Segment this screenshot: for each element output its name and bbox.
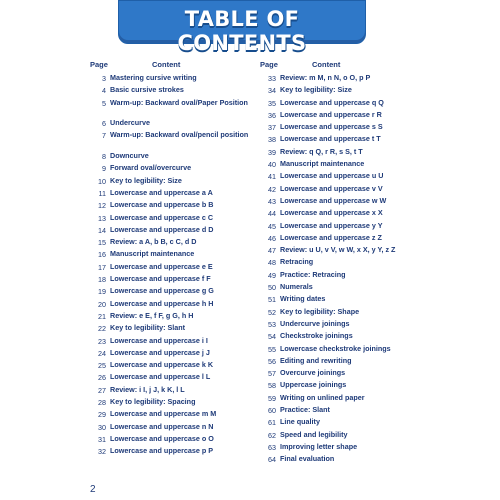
toc-entry-title: Key to legibility: Shape	[280, 306, 360, 316]
toc-entry-title: Writing dates	[280, 294, 326, 304]
toc-page-number: 33	[268, 74, 276, 83]
toc-entry-title: Lowercase and uppercase h H	[110, 298, 214, 308]
toc-page-number: 15	[98, 238, 106, 248]
toc-page-number: 11	[98, 188, 106, 198]
toc-page-number: 21	[98, 311, 106, 321]
toc-page-number: 16	[98, 250, 106, 260]
toc-entry-title: Key to legibility: Size	[280, 85, 352, 95]
toc-page-number: 19	[98, 287, 106, 297]
header-content-label: Content	[312, 60, 341, 69]
toc-page-number: 55	[268, 344, 276, 354]
toc-page-number: 58	[268, 381, 276, 391]
column-header-left	[90, 60, 286, 74]
toc-entry-title: Key to legibility: Slant	[110, 323, 186, 333]
toc-entry-title: Lowercase and uppercase b B	[110, 200, 214, 210]
toc-page-number: 23	[98, 336, 106, 346]
toc-page-number: 45	[268, 221, 276, 231]
toc-page-number: 7	[102, 131, 106, 141]
toc-entry-title: Lowercase and uppercase e E	[110, 261, 213, 271]
toc-entry-title: Undercurve	[110, 118, 150, 128]
toc-entry-title: Manuscript maintenance	[110, 249, 195, 259]
page-title: TABLE OF CONTENTS	[177, 7, 307, 55]
toc-page-number: 44	[268, 209, 276, 219]
toc-entry-title: Forward oval/overcurve	[110, 163, 192, 173]
header-content-label: Content	[152, 60, 181, 69]
toc-page-number: 34	[268, 86, 276, 96]
toc-page-number: 8	[102, 152, 106, 162]
toc-page-number: 13	[98, 213, 106, 223]
toc-entry-title: Mastering cursive writing	[110, 73, 197, 82]
toc-page-number: 17	[98, 262, 106, 272]
toc-entry-title: Numerals	[280, 282, 313, 292]
toc-entry	[260, 135, 456, 147]
toc-entry	[90, 201, 286, 213]
toc-entry-title: Review: q Q, r R, s S, t T	[280, 146, 363, 156]
toc-entry-title: Review: m M, n N, o O, p P	[280, 73, 371, 82]
header-page-label: Page	[90, 60, 108, 69]
page-number: 2	[90, 484, 96, 495]
toc-page-number: 10	[98, 176, 106, 186]
toc-entry	[260, 209, 456, 221]
toc-entry-title: Key to legibility: Spacing	[110, 397, 196, 407]
toc-entry	[90, 410, 286, 422]
toc-page-number: 57	[268, 369, 276, 379]
toc-page-number: 64	[268, 455, 276, 465]
toc-entry	[260, 86, 456, 98]
column-header-right	[260, 60, 456, 74]
toc-entry	[90, 337, 286, 349]
toc-page-number: 54	[268, 332, 276, 342]
toc-page-number: 60	[268, 406, 276, 416]
toc-page-number: 12	[98, 201, 106, 211]
toc-entry-title: Practice: Slant	[280, 405, 330, 415]
toc-entry-title: Undercurve joinings	[280, 318, 350, 328]
toc-entry-title: Lowercase and uppercase p P	[110, 446, 214, 456]
toc-page-number: 36	[268, 110, 276, 120]
toc-list-left	[90, 74, 286, 460]
toc-page-number: 25	[98, 361, 106, 371]
toc-entry-title: Checkstroke joinings	[280, 331, 353, 341]
toc-entry	[90, 250, 286, 262]
toc-entry-title: Lowercase and uppercase g G	[110, 286, 214, 296]
toc-page-number: 4	[102, 86, 106, 96]
toc-page-number: 9	[102, 164, 106, 174]
toc-entry-title: Lowercase and uppercase x X	[280, 208, 383, 218]
toc-entry-title: Lowercase and uppercase u U	[280, 171, 384, 181]
toc-page-number: 30	[98, 422, 106, 432]
toc-page-number: 6	[102, 119, 106, 129]
toc-page-number: 31	[98, 434, 106, 444]
toc-page-number: 56	[268, 356, 276, 366]
toc-entry-title: Lowercase and uppercase f F	[110, 274, 211, 284]
toc-entry-title: Lowercase and uppercase i I	[110, 335, 208, 345]
toc-entry	[90, 373, 286, 385]
toc-entry-title: Lowercase and uppercase n N	[110, 421, 214, 431]
toc-entry	[260, 222, 456, 234]
toc-page-number: 14	[98, 225, 106, 235]
toc-entry-title: Review: e E, f F, g G, h H	[110, 310, 194, 320]
toc-entry	[90, 86, 286, 98]
toc-entry-title: Lowercase and uppercase j J	[110, 347, 210, 357]
toc-page-number: 35	[268, 98, 276, 108]
toc-entry-title: Improving letter shape	[280, 441, 358, 451]
toc-page-number: 46	[268, 233, 276, 243]
toc-page-number: 50	[268, 283, 276, 293]
toc-entry-title: Lowercase and uppercase s S	[280, 122, 383, 132]
toc-entry-title: Practice: Retracing	[280, 269, 346, 279]
toc-entry-title: Lowercase and uppercase w W	[280, 195, 387, 205]
toc-entry-title: Lowercase checkstroke joinings	[280, 343, 391, 353]
toc-page-number: 43	[268, 196, 276, 206]
toc-entry-title: Review: u U, v V, w W, x X, y Y, z Z	[280, 245, 396, 255]
toc-page-number: 38	[268, 135, 276, 145]
toc-entry-title: Warm-up: Backward oval/pencil position	[110, 130, 249, 140]
toc-entry-title: Lowercase and uppercase z Z	[280, 232, 382, 242]
title-banner	[118, 0, 366, 55]
toc-page-number: 24	[98, 348, 106, 358]
toc-entry	[260, 295, 456, 307]
toc-entry-title: Downcurve	[110, 151, 149, 161]
toc-entry-title: Key to legibility: Size	[110, 175, 182, 185]
toc-entry-title: Warm-up: Backward oval/Paper Position	[110, 97, 248, 107]
toc-page-number: 29	[98, 410, 106, 420]
toc-page-number: 52	[268, 307, 276, 317]
toc-page-number: 47	[268, 246, 276, 256]
toc-column-left	[90, 60, 286, 460]
toc-entry	[90, 131, 286, 152]
toc-page-number: 48	[268, 258, 276, 268]
toc-entry	[260, 455, 456, 467]
toc-entry	[260, 332, 456, 344]
toc-entry-title: Lowercase and uppercase l L	[110, 372, 211, 382]
toc-entry	[260, 418, 456, 430]
toc-page-number: 28	[98, 398, 106, 408]
toc-list-right	[260, 74, 456, 468]
toc-page-number: 40	[268, 160, 276, 170]
toc-entry	[90, 324, 286, 336]
toc-entry-title: Retracing	[280, 257, 314, 267]
toc-entry-title: Lowercase and uppercase c C	[110, 212, 214, 222]
toc-entry	[90, 99, 286, 120]
toc-page-number: 42	[268, 184, 276, 194]
toc-entry-title: Uppercase joinings	[280, 380, 347, 390]
toc-page-number: 5	[102, 98, 106, 108]
toc-page-number: 41	[268, 172, 276, 182]
toc-entry-title: Basic cursive strokes	[110, 85, 184, 95]
toc-entry-title: Lowercase and uppercase o O	[110, 433, 214, 443]
toc-page-number: 32	[98, 447, 106, 457]
toc-column-right	[260, 60, 456, 468]
toc-page-number: 20	[98, 299, 106, 309]
toc-entry-title: Review: a A, b B, c C, d D	[110, 237, 197, 247]
toc-page-number: 63	[268, 442, 276, 452]
toc-page-number: 22	[98, 324, 106, 334]
toc-page-number: 61	[268, 418, 276, 428]
toc-entry-title: Lowercase and uppercase q Q	[280, 97, 384, 107]
toc-entry-title: Editing and rewriting	[280, 355, 352, 365]
toc-entry	[90, 214, 286, 226]
toc-page-number: 18	[98, 275, 106, 285]
toc-entry-title: Line quality	[280, 417, 320, 427]
header-page-label: Page	[260, 60, 278, 69]
toc-entry	[260, 345, 456, 357]
toc-entry-title: Lowercase and uppercase k K	[110, 360, 214, 370]
toc-entry-title: Lowercase and uppercase m M	[110, 409, 217, 419]
toc-entry-title: Lowercase and uppercase y Y	[280, 220, 383, 230]
toc-entry-title: Review: i I, j J, k K, l L	[110, 384, 185, 394]
toc-page-number: 39	[268, 147, 276, 157]
toc-entry	[90, 287, 286, 299]
toc-page-number: 26	[98, 373, 106, 383]
toc-entry	[260, 258, 456, 270]
toc-entry-title: Lowercase and uppercase v V	[280, 183, 383, 193]
toc-page-number: 37	[268, 123, 276, 133]
toc-entry	[90, 164, 286, 176]
toc-page-number: 49	[268, 270, 276, 280]
toc-entry-title: Final evaluation	[280, 454, 335, 464]
toc-entry-title: Lowercase and uppercase r R	[280, 109, 382, 119]
toc-entry	[260, 381, 456, 393]
toc-entry-title: Manuscript maintenance	[280, 159, 365, 169]
toc-entry-title: Lowercase and uppercase d D	[110, 224, 214, 234]
toc-entry-title: Lowercase and uppercase a A	[110, 187, 213, 197]
toc-entry-title: Overcurve joinings	[280, 368, 346, 378]
toc-entry-title: Lowercase and uppercase t T	[280, 134, 381, 144]
toc-page-number: 62	[268, 430, 276, 440]
toc-page-number: 3	[102, 74, 106, 83]
toc-page-number: 27	[98, 385, 106, 395]
toc-page-number: 59	[268, 393, 276, 403]
toc-page-number: 51	[268, 295, 276, 305]
toc-entry	[260, 172, 456, 184]
toc-entry	[90, 447, 286, 459]
toc-page-number: 53	[268, 319, 276, 329]
toc-entry-title: Speed and legibility	[280, 429, 348, 439]
toc-entry-title: Writing on unlined paper	[280, 392, 365, 402]
